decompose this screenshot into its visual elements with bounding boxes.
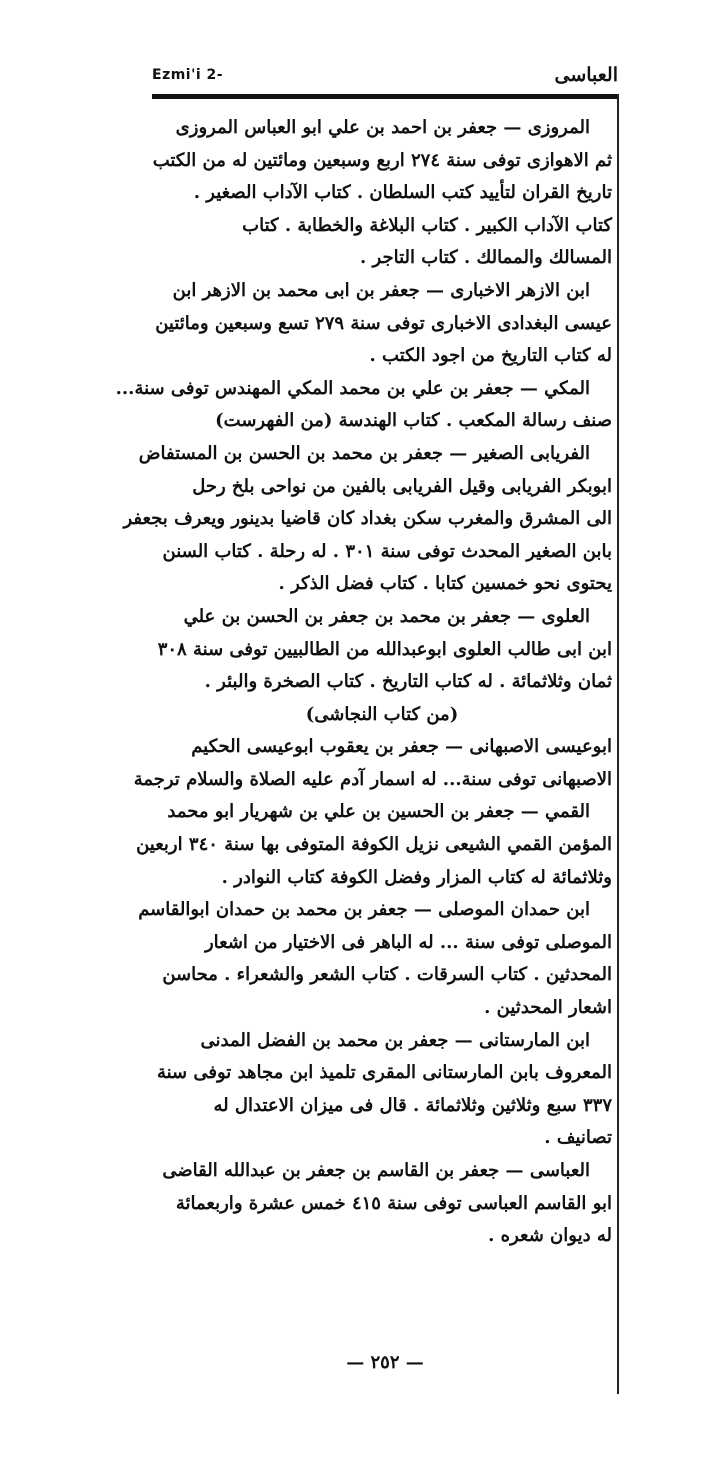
text-line: تصانيف .: [544, 1127, 612, 1149]
text-line: المسالك والممالك . كتاب التاجر .: [360, 247, 612, 269]
text-line: صنف رسالة المكعب . كتاب الهندسة (من الفهرست): [215, 410, 612, 432]
text-line: المروزى — جعفر بن احمد بن علي ابو العباس المروزى: [175, 117, 590, 138]
text-line: ٣٣٧ سبع وثلاثين وثلاثمائة . قال فى ميزان الاعتدال له: [213, 1094, 612, 1116]
text-line: وثلاثمائة له كتاب المزار وفضل الكوفة كتاب النوادر .: [221, 866, 612, 888]
text-line: ابن المارستانى — جعفر بن محمد بن الفضل المدنى: [200, 1029, 590, 1051]
text-line: المؤمن القمي الشيعى نزيل الكوفة المتوفى بها سنة ٣٤٠ اربعين: [136, 834, 612, 856]
page-number: — ٢٥٢ —: [346, 1352, 424, 1373]
text-line: كتاب الآداب الكبير . كتاب البلاغة والخطابة . كتاب: [242, 214, 612, 236]
text-line: له كتاب التاريخ من اجود الكتب .: [369, 345, 612, 367]
running-head-title: العباسى: [554, 64, 618, 86]
text-line: ابوعيسى الاصبهانى — جعفر بن يعقوب ابوعيسى الحكيم: [191, 736, 612, 758]
margin-rule: [617, 94, 619, 1394]
text-line: الاصبهانى توفى سنة... له اسمار آدم عليه الصلاة والسلام ترجمة: [133, 768, 612, 790]
text-line: ابن ابى طالب العلوى ابوعبدالله من الطالبيين توفى سنة ٣٠٨: [157, 638, 612, 660]
running-head: [152, 64, 618, 90]
text-line: الموصلى توفى سنة ... له الباهر فى الاختيار من اشعار: [204, 931, 612, 953]
running-head-code: Ezmi'i 2-: [152, 67, 224, 83]
text-line: القمي — جعفر بن الحسين بن علي بن شهريار ابو محمد: [167, 801, 590, 823]
text-line: العلوى — جعفر بن محمد بن جعفر بن الحسن بن علي: [183, 605, 590, 627]
text-line: اشعار المحدثين .: [484, 997, 612, 1019]
text-line: العباسى — جعفر بن القاسم بن جعفر بن عبدالله القاضى: [162, 1160, 590, 1181]
text-line: الى المشرق والمغرب سكن بغداد كان قاضيا بدينور ويعرف بجعفر: [123, 508, 612, 530]
text-line: (من كتاب النجاشى): [305, 703, 459, 725]
text-line: له ديوان شعره .: [488, 1225, 612, 1247]
text-line: بابن الصغير المحدث توفى سنة ٣٠١ . له رحلة . كتاب السنن: [162, 540, 612, 562]
text-line: الفريابى الصغير — جعفر بن محمد بن الحسن بن المستفاض: [138, 442, 590, 464]
text-line: المعروف بابن المارستانى المقرى تلميذ ابن مجاهد توفى سنة: [156, 1062, 612, 1084]
text-line: المكي — جعفر بن علي بن محمد المكي المهندس توفى سنة...: [115, 377, 590, 399]
text-line: تاريخ القران لتأييد كتب السلطان . كتاب الآداب الصغير .: [193, 182, 612, 204]
text-line: ابو القاسم العباسى توفى سنة ٤١٥ خمس عشرة واربعمائة: [175, 1192, 612, 1214]
header-rule: [152, 94, 619, 99]
entries-body: [115, 112, 612, 1253]
text-line: ابن حمدان الموصلى — جعفر بن محمد بن حمدان ابوالقاسم: [138, 899, 590, 921]
text-line: ثمان وثلاثمائة . له كتاب التاريخ . كتاب الصخرة والبئر .: [204, 671, 612, 693]
text-line: ثم الاهوازى توفى سنة ٢٧٤ اربع وسبعين ومائتين له من الكتب: [152, 149, 612, 171]
text-line: يحتوى نحو خمسين كتابا . كتاب فضل الذكر .: [278, 573, 612, 595]
text-line: المحدثين . كتاب السرقات . كتاب الشعر والشعراء . محاسن: [162, 964, 612, 986]
text-line: عيسى البغدادى الاخبارى توفى سنة ٢٧٩ تسع وسبعين ومائتين: [155, 312, 612, 334]
text-line: ابن الازهر الاخبارى — جعفر بن ابى محمد بن الازهر ابن: [172, 279, 590, 301]
text-line: ابوبكر الفريابى وقيل الفريابى بالفين من نواحى بلخ رحل: [192, 475, 612, 497]
